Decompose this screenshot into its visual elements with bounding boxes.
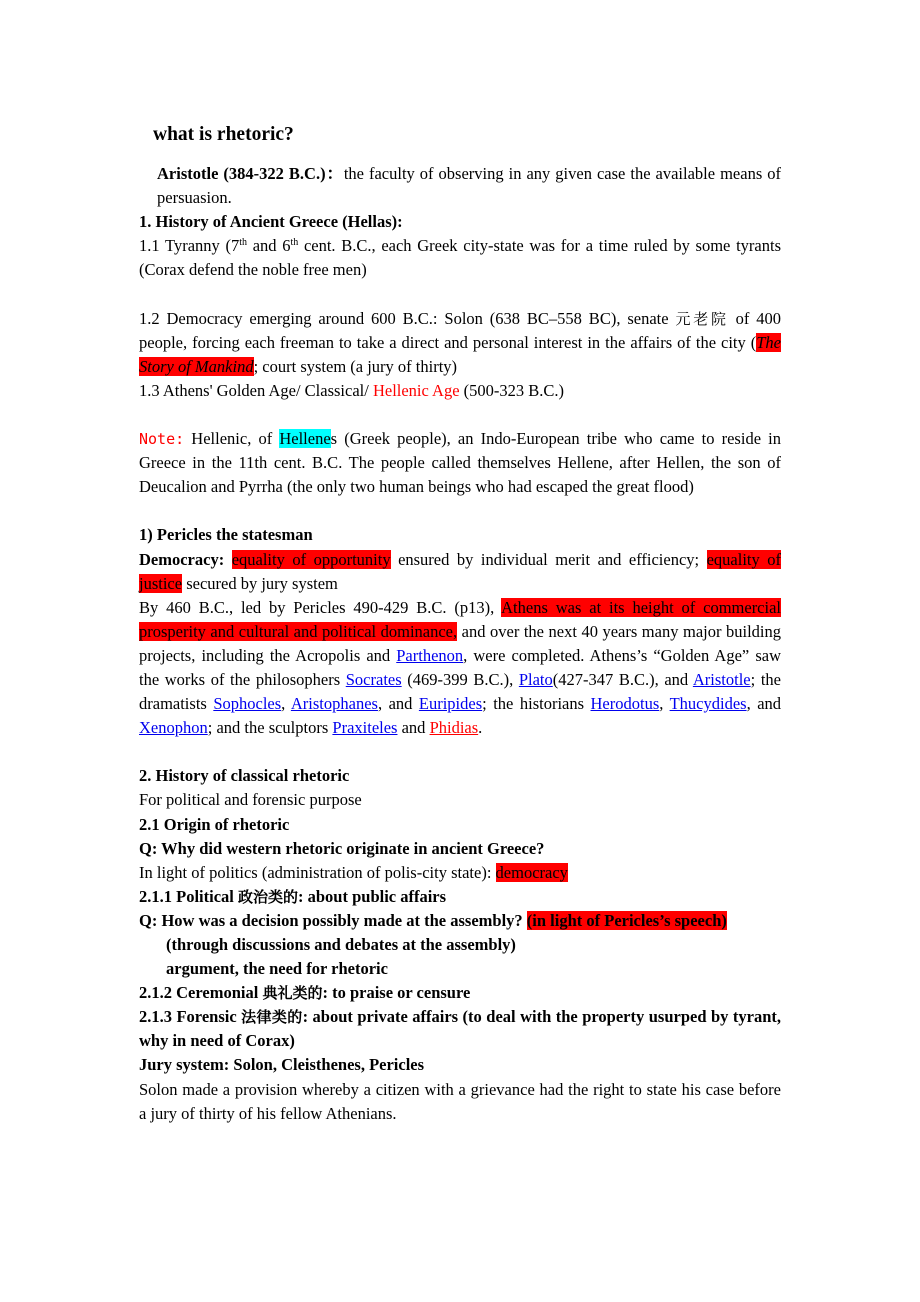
text: 1.1 Tyranny (7 xyxy=(139,236,240,256)
link-thucydides[interactable]: Thucydides xyxy=(669,694,747,714)
text: : about private affairs (to deal with the property usurped by tyrant, why in need of Corax) xyxy=(139,1007,781,1051)
democracy-label: Democracy: xyxy=(139,549,225,569)
text: cent. B.C., each Greek city-state was for a time ruled by some tyrants (Corax defend the noble free men) xyxy=(139,236,781,280)
text: ; court system (a jury of thirty) xyxy=(253,356,458,376)
section-2-1-3-heading xyxy=(139,1005,781,1053)
purpose-line: For political and forensic purpose xyxy=(139,790,362,810)
link-aristotle[interactable]: Aristotle xyxy=(692,669,751,689)
link-praxiteles[interactable]: Praxiteles xyxy=(332,718,398,738)
text: ; the dramatists xyxy=(139,669,781,714)
text: (469-399 B.C.), xyxy=(401,669,519,689)
link-herodotus[interactable]: Herodotus xyxy=(590,694,660,714)
spacer xyxy=(139,403,781,427)
chinese-text: 元老院 xyxy=(675,309,729,328)
paragraph-1-1 xyxy=(139,234,781,282)
spacer xyxy=(139,499,781,523)
democracy-paragraph xyxy=(139,548,781,596)
paragraph-1-2 xyxy=(139,307,781,379)
definition xyxy=(157,162,781,210)
text: and xyxy=(397,718,430,738)
note-paragraph xyxy=(139,427,781,499)
chinese-text: 法律类的 xyxy=(241,1008,303,1027)
highlight-hellene: Hellene xyxy=(279,429,331,449)
text: 2.1.2 Ceremonial xyxy=(139,983,263,1003)
text: (500-323 B.C.) xyxy=(459,380,565,400)
definition-label: Aristotle (384-322 B.C.)： xyxy=(157,164,344,183)
text: 1.3 Athens' Golden Age/ Classical/ xyxy=(139,380,373,400)
link-phidias[interactable]: Phidias xyxy=(429,718,479,738)
text: , xyxy=(281,694,291,714)
highlight-democracy: democracy xyxy=(495,862,568,882)
link-aristophanes[interactable]: Aristophanes xyxy=(290,694,378,714)
text: , and xyxy=(377,694,419,714)
red-text-hellenic-age: Hellenic Age xyxy=(372,380,460,400)
text: In light of politics (administration of polis-city state): xyxy=(139,862,496,882)
question-2 xyxy=(139,909,781,933)
section-2-1-1-heading xyxy=(139,885,781,909)
superscript: th xyxy=(239,237,247,249)
text: : to praise or censure xyxy=(322,983,471,1003)
pericles-paragraph xyxy=(139,596,781,741)
text: , and xyxy=(746,694,782,714)
definition-text: the faculty of observing in any given case the available means of persuasion. xyxy=(157,164,781,208)
chinese-text: 政治类的 xyxy=(237,887,298,906)
highlight-athens-height: Athens was at its height of commercial prosperity and cultural and political dominance, xyxy=(139,597,781,641)
link-plato[interactable]: Plato xyxy=(518,669,553,689)
text: Hellenic, of xyxy=(184,429,280,449)
text: secured by jury system xyxy=(182,573,338,593)
section-1-heading: 1. History of Ancient Greece (Hellas): xyxy=(139,212,403,232)
question-1: Q: Why did western rhetoric originate in ancient Greece? xyxy=(139,838,545,858)
text: 2.1.1 Political xyxy=(139,886,238,906)
highlight-story-of-mankind: The Story of Mankind xyxy=(139,332,781,376)
spacer xyxy=(139,740,781,764)
text: , xyxy=(659,694,670,714)
pericles-heading: 1) Pericles the statesman xyxy=(139,525,313,545)
note-label: Note: xyxy=(139,430,185,449)
text: , were completed. Athens’s “Golden Age” saw the works of the philosophers xyxy=(139,645,781,689)
highlight-equality-opportunity: equality of opportunity xyxy=(231,549,391,569)
text: ; and the sculptors xyxy=(207,718,333,738)
text: ensured by individual merit and efficiency; xyxy=(390,549,707,569)
argument-line: argument, the need for rhetoric xyxy=(166,959,388,979)
link-socrates[interactable]: Socrates xyxy=(345,669,402,689)
politics-line xyxy=(139,861,781,885)
solon-paragraph: Solon made a provision whereby a citizen with a grievance had the right to state his case before a jury of thirty of his fellow Athenians. xyxy=(139,1079,781,1123)
jury-heading: Jury system: Solon, Cleisthenes, Pericles xyxy=(139,1055,425,1075)
link-parthenon[interactable]: Parthenon xyxy=(396,645,464,665)
link-xenophon[interactable]: Xenophon xyxy=(139,718,208,738)
document-title: what is rhetoric? xyxy=(153,124,294,145)
section-2-1-heading: 2.1 Origin of rhetoric xyxy=(139,814,290,834)
text: 1.2 Democracy emerging around 600 B.C.: Solon (638 BC–558 BC), senate xyxy=(139,308,676,328)
text: : about public affairs xyxy=(298,886,447,906)
text: Q: How was a decision possibly made at the assembly? xyxy=(139,910,527,930)
text: 2.1.3 Forensic xyxy=(139,1007,242,1027)
link-euripides[interactable]: Euripides xyxy=(418,694,483,714)
link-sophocles[interactable]: Sophocles xyxy=(213,694,282,714)
text: (427-347 B.C.), and xyxy=(552,669,693,689)
section-2-heading: 2. History of classical rhetoric xyxy=(139,766,350,786)
text: By 460 B.C., led by Pericles 490-429 B.C. (p13), xyxy=(139,597,502,617)
highlight-pericles-speech: (in light of Pericles’s speech) xyxy=(526,910,727,930)
through-line: (through discussions and debates at the assembly) xyxy=(166,935,516,954)
text: . xyxy=(478,718,483,738)
paragraph-1-3 xyxy=(139,379,781,403)
superscript: th xyxy=(290,237,299,249)
highlight-equality-justice: equality of justice xyxy=(139,549,781,593)
text: s (Greek people), an Indo-European tribe who came to reside in Greece in the 11th cent. B.C. The people called themselves Hellene, after Hellen, the son of Deucalion and Pyrrha (the only two human beings who had escaped the great flood) xyxy=(139,429,781,497)
document-page xyxy=(139,120,781,1126)
text: of 400 people, forcing each freeman to take a direct and personal interest in the affairs of the city ( xyxy=(139,308,781,352)
spacer xyxy=(139,282,781,306)
section-2-1-2-heading xyxy=(139,981,781,1005)
text: and over the next 40 years many major building projects, including the Acropolis and xyxy=(139,621,781,665)
text: ; the historians xyxy=(482,694,591,714)
chinese-text: 典礼类的 xyxy=(262,984,323,1003)
text: and 6 xyxy=(247,236,291,256)
